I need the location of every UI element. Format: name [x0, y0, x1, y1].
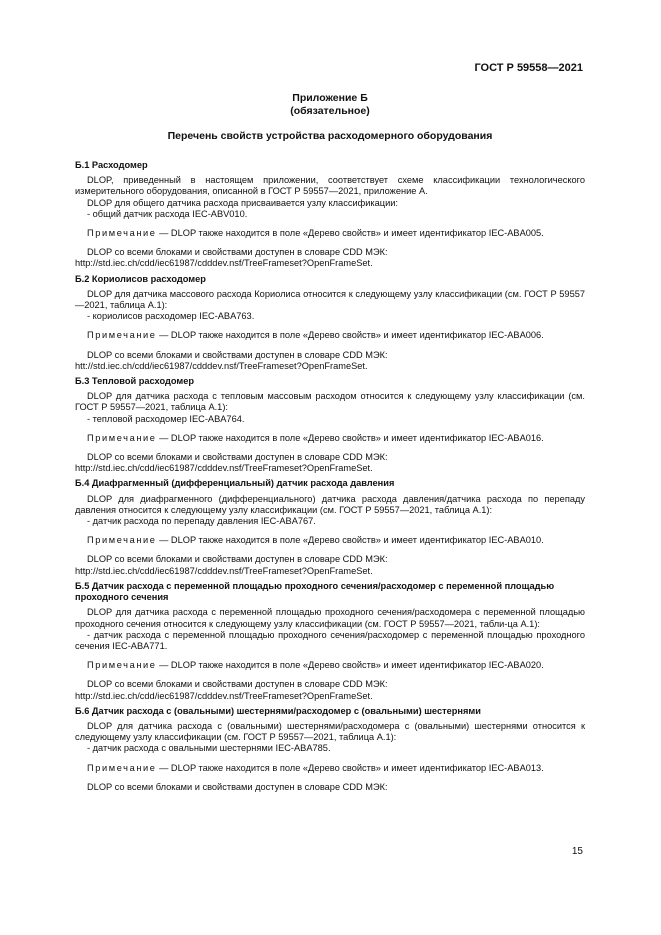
- section: [75, 160, 585, 270]
- note-text: — DLOP также находится в поле «Дерево свойств» и имеет идентификатор IEC-ABA016.: [156, 432, 544, 443]
- cdd-url-link[interactable]: http://std.iec.ch/cdd/iec61987/cdddev.nsf/TreeFrameset?OpenFrameSet.: [75, 565, 373, 576]
- cdd-reference: DLOP со всеми блоками и свойствами доступен в словаре CDD МЭК:: [87, 679, 388, 690]
- note-text: — DLOP также находится в поле «Дерево свойств» и имеет идентификатор IEC-ABA020.: [156, 660, 544, 671]
- note-text: — DLOP также находится в поле «Дерево свойств» и имеет идентификатор IEC-ABA010.: [156, 535, 544, 546]
- appendix-status: (обязательное): [290, 105, 370, 117]
- section-paragraph: - общий датчик расхода IEC-ABV010.: [87, 208, 248, 219]
- section-note: [75, 763, 585, 774]
- cdd-url-link[interactable]: http://std.iec.ch/cdd/iec61987/cdddev.nsf/TreeFrameset?OpenFrameSet.: [75, 463, 373, 474]
- section-note: [75, 660, 585, 671]
- section-paragraph: DLOP для общего датчика расхода присваивается узлу классификации:: [87, 197, 398, 208]
- section: [75, 376, 585, 474]
- section-paragraph: - тепловой расходомер IEC-ABA764.: [87, 413, 245, 424]
- section-heading: Б.3 Тепловой расходомер: [75, 376, 195, 387]
- section-note: [75, 535, 585, 546]
- section-heading: Б.1 Расходомер: [75, 160, 148, 170]
- cdd-reference: DLOP со всеми блоками и свойствами доступен в словаре CDD МЭК:: [87, 247, 388, 258]
- section-paragraph: - датчик расхода по перепаду давления IEC-ABA767.: [87, 516, 316, 527]
- note-label: Примечание: [87, 762, 157, 773]
- note-text: — DLOP также находится в поле «Дерево свойств» и имеет идентификатор IEC-ABA013.: [156, 762, 544, 773]
- note-label: Примечание: [87, 535, 157, 546]
- section-heading: Б.6 Датчик расхода с (овальными) шестернями/расходомер с (овальными) шестернями: [75, 705, 481, 716]
- section-paragraph: DLOP для датчика расхода с переменной площадью проходного сечения/расходомера с переменной площадью проходного сечения относится к следующему узлу классификации (см. ГОСТ Р 59557—2021, табли-ца А.1):: [75, 607, 585, 629]
- cdd-url-link[interactable]: http://std.iec.ch/cdd/iec61987/cdddev.nsf/TreeFrameset?OpenFrameSet.: [75, 258, 373, 269]
- cdd-url-link[interactable]: http://std.iec.ch/cdd/iec61987/cdddev.nsf/TreeFrameset?OpenFrameSet.: [75, 690, 373, 701]
- section-paragraph: DLOP для диафрагменного (дифференциального) датчика расхода давления/датчика расхода по перепаду давления относится к следующему узлу классификации (см. ГОСТ Р 59557—2021, таблица А.1):: [75, 493, 585, 515]
- section: [75, 274, 585, 372]
- section-note: [75, 433, 585, 444]
- section-paragraph: - кориолисов расходомер IEC-ABA763.: [87, 311, 255, 322]
- note-label: Примечание: [87, 660, 157, 671]
- section-paragraph: - датчик расхода с овальными шестернями IEC-ABA785.: [87, 743, 331, 754]
- section-note: [75, 330, 585, 341]
- note-label: Примечание: [87, 228, 157, 239]
- section-paragraph: - датчик расхода с переменной площадью проходного сечения/расходомер с переменной площадью проходного сечения IEC-ABA771.: [75, 629, 585, 651]
- cdd-reference: DLOP со всеми блоками и свойствами доступен в словаре CDD МЭК:: [87, 349, 388, 360]
- note-text: — DLOP также находится в поле «Дерево свойств» и имеет идентификатор IEC-ABA006.: [156, 330, 544, 341]
- cdd-reference: DLOP со всеми блоками и свойствами доступен в словаре CDD МЭК:: [87, 554, 388, 565]
- appendix-title: Приложение Б: [292, 92, 368, 104]
- note-label: Примечание: [87, 330, 157, 341]
- section: [75, 706, 585, 793]
- page-number: 15: [571, 846, 583, 857]
- section-paragraph: DLOP, приведенный в настоящем приложении, соответствует схеме классификации технологического измерительного оборудования, описанной в ГОСТ Р 59557—2021, приложение А.: [75, 175, 585, 197]
- section-heading: Б.5 Датчик расхода с переменной площадью проходного сечения/расходомер с переменной площадью проходного сечения: [75, 580, 555, 603]
- cdd-url-link[interactable]: htt://std.iec.ch/cdd/iec61987/cdddev.nsf/TreeFrameset?OpenFrameSet.: [75, 360, 368, 371]
- section-heading: Б.2 Кориолисов расходомер: [75, 273, 206, 284]
- note-text: — DLOP также находится в поле «Дерево свойств» и имеет идентификатор IEC-ABA005.: [156, 228, 544, 239]
- section-paragraph: DLOP для датчика расхода с тепловым массовым расходом относится к следующему узлу классификации (см. ГОСТ Р 59557—2021, таблица А.1):: [75, 391, 585, 413]
- section-paragraph: DLOP для датчика массового расхода Кориолиса относится к следующему узлу классификации (см. ГОСТ Р 59557—2021, таблица А.1):: [75, 288, 585, 311]
- note-label: Примечание: [87, 432, 157, 443]
- section-heading: Б.4 Диафрагменный (дифференциальный) датчик расхода давления: [75, 478, 395, 489]
- cdd-reference: DLOP со всеми блоками и свойствами доступен в словаре CDD МЭК:: [87, 781, 388, 792]
- standard-number: ГОСТ Р 59558—2021: [474, 62, 583, 74]
- section-paragraph: DLOP для датчика расхода с (овальными) шестернями/расходомера с (овальными) шестернями относится к следующему узлу классификации (см. ГОСТ Р 59557—2021, таблица А.1):: [75, 720, 585, 743]
- appendix-heading: Перечень свойств устройства расходомерного оборудования: [167, 130, 493, 142]
- cdd-reference: DLOP со всеми блоками и свойствами доступен в словаре CDD МЭК:: [87, 452, 388, 463]
- section: [75, 581, 585, 702]
- section-note: [75, 228, 585, 239]
- document-body: [75, 160, 585, 797]
- section: [75, 478, 585, 576]
